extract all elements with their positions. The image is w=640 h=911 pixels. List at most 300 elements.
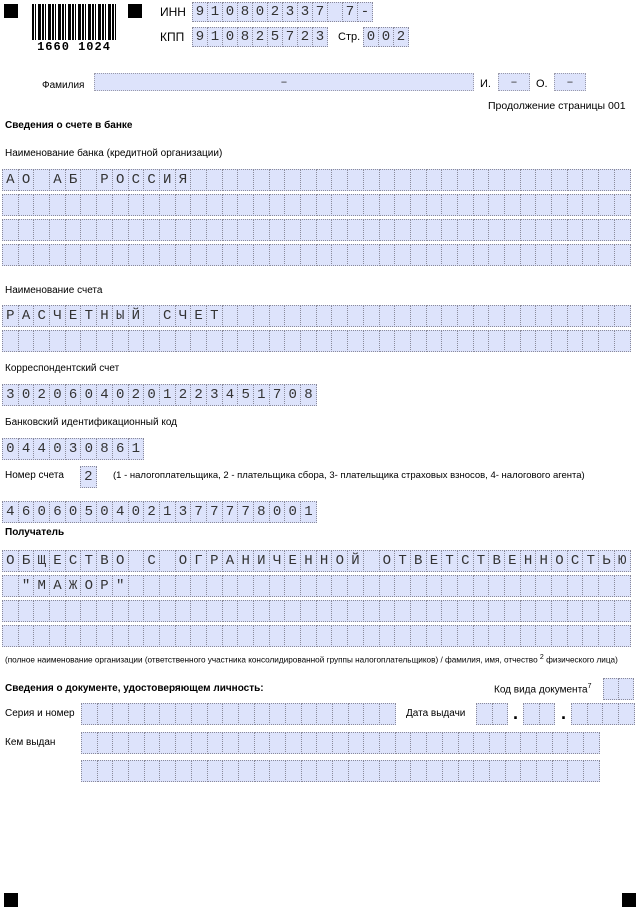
char-cell <box>112 600 129 622</box>
char-cell <box>285 732 302 754</box>
char-cell <box>379 330 396 352</box>
char-cell <box>363 575 380 597</box>
inn-field[interactable] <box>192 2 372 22</box>
char-cell: 0 <box>65 501 82 523</box>
char-cell <box>237 330 254 352</box>
char-cell <box>598 575 615 597</box>
char-cell <box>441 600 458 622</box>
char-cell <box>2 194 19 216</box>
char-cell <box>269 732 286 754</box>
issued-by-label: Кем выдан <box>5 737 56 748</box>
char-cell <box>363 305 380 327</box>
char-cell <box>410 625 427 647</box>
char-cell: Е <box>284 550 301 572</box>
char-cell <box>379 244 396 266</box>
char-cell <box>473 760 490 782</box>
char-cell <box>410 169 427 191</box>
doc-code-label <box>494 683 592 695</box>
char-cell <box>363 732 380 754</box>
account-type-field[interactable] <box>80 466 96 488</box>
char-cell: 0 <box>363 27 379 47</box>
char-cell <box>112 219 129 241</box>
char-cell <box>285 760 302 782</box>
char-cell <box>473 305 490 327</box>
char-cell <box>331 600 348 622</box>
char-cell <box>253 575 270 597</box>
char-cell: Т <box>582 550 599 572</box>
char-cell: Щ <box>33 550 50 572</box>
char-cell <box>582 330 599 352</box>
char-cell <box>488 305 505 327</box>
bank-name-row-4[interactable] <box>2 244 630 266</box>
char-cell <box>284 305 301 327</box>
char-cell <box>598 625 615 647</box>
char-cell <box>363 330 380 352</box>
char-cell <box>520 732 537 754</box>
char-cell: 7 <box>269 384 286 406</box>
char-cell <box>237 194 254 216</box>
char-cell <box>301 732 318 754</box>
char-cell <box>316 194 333 216</box>
date-separator-2: . <box>561 703 567 723</box>
corr-account-field[interactable] <box>2 384 316 406</box>
char-cell <box>175 760 192 782</box>
char-cell <box>33 244 50 266</box>
char-cell <box>520 625 537 647</box>
char-cell <box>488 575 505 597</box>
char-cell <box>253 219 270 241</box>
char-cell <box>238 732 255 754</box>
char-cell <box>618 703 635 725</box>
char-cell <box>81 703 98 725</box>
initial-o-field[interactable]: – <box>554 73 586 91</box>
char-cell <box>33 625 50 647</box>
char-cell <box>441 194 458 216</box>
char-cell <box>112 760 129 782</box>
char-cell <box>96 600 113 622</box>
bik-field[interactable] <box>2 438 143 460</box>
char-cell <box>80 194 97 216</box>
char-cell <box>363 169 380 191</box>
char-cell <box>331 194 348 216</box>
char-cell <box>379 625 396 647</box>
char-cell: 2 <box>252 27 268 47</box>
corr-account-label: Корреспондентский счет <box>5 363 120 374</box>
char-cell <box>18 330 35 352</box>
char-cell <box>410 732 427 754</box>
recipient-row-3[interactable] <box>2 600 630 622</box>
char-cell <box>394 600 411 622</box>
char-cell <box>535 169 552 191</box>
char-cell <box>18 600 35 622</box>
char-cell: 0 <box>33 501 50 523</box>
char-cell <box>457 194 474 216</box>
recipient-row-2[interactable] <box>2 575 630 597</box>
char-cell: 6 <box>18 501 35 523</box>
char-cell <box>505 732 522 754</box>
char-cell <box>222 600 239 622</box>
char-cell <box>394 194 411 216</box>
char-cell <box>535 575 552 597</box>
char-cell <box>520 305 537 327</box>
char-cell <box>206 219 223 241</box>
char-cell <box>222 219 239 241</box>
char-cell <box>316 244 333 266</box>
char-cell <box>112 244 129 266</box>
char-cell: С <box>567 550 584 572</box>
char-cell <box>316 219 333 241</box>
char-cell <box>457 330 474 352</box>
char-cell <box>284 219 301 241</box>
char-cell <box>614 625 631 647</box>
recipient-footnote-sup: 2 <box>539 654 544 661</box>
char-cell <box>426 330 443 352</box>
char-cell <box>488 625 505 647</box>
char-cell: А <box>2 169 19 191</box>
account-name-row-1[interactable] <box>2 305 630 327</box>
char-cell <box>175 330 192 352</box>
char-cell <box>222 330 239 352</box>
char-cell <box>159 194 176 216</box>
account-name-row-2[interactable] <box>2 330 630 352</box>
issue-date-label: Дата выдачи <box>406 708 466 719</box>
char-cell <box>347 219 364 241</box>
char-cell <box>49 194 66 216</box>
char-cell: 4 <box>33 438 50 460</box>
char-cell <box>442 732 459 754</box>
char-cell: 0 <box>96 501 113 523</box>
char-cell <box>237 219 254 241</box>
char-cell: Б <box>65 169 82 191</box>
char-cell <box>520 194 537 216</box>
char-cell <box>394 330 411 352</box>
recipient-row-1[interactable] <box>2 550 630 572</box>
char-cell <box>159 625 176 647</box>
char-cell: В <box>410 550 427 572</box>
surname-label: Фамилия <box>42 80 85 91</box>
char-cell <box>206 169 223 191</box>
char-cell <box>426 194 443 216</box>
char-cell <box>410 305 427 327</box>
char-cell <box>410 760 427 782</box>
initial-o-label: О. <box>536 78 548 90</box>
char-cell: О <box>80 575 97 597</box>
char-cell <box>253 625 270 647</box>
char-cell <box>300 330 317 352</box>
char-cell: О <box>2 550 19 572</box>
char-cell <box>379 169 396 191</box>
identity-section-title: Сведения о документе, удостоверяющем личность: <box>5 683 264 694</box>
char-cell <box>379 575 396 597</box>
char-cell <box>347 305 364 327</box>
char-cell <box>441 169 458 191</box>
char-cell: 5 <box>267 27 283 47</box>
issued-by-row-1[interactable] <box>81 732 599 754</box>
char-cell <box>363 550 380 572</box>
char-cell <box>175 575 192 597</box>
char-cell <box>520 760 537 782</box>
char-cell: Н <box>96 305 113 327</box>
char-cell: 0 <box>80 438 97 460</box>
char-cell <box>316 330 333 352</box>
bank-name-row-2[interactable] <box>2 194 630 216</box>
char-cell <box>237 600 254 622</box>
char-cell <box>254 703 271 725</box>
surname-field[interactable]: – <box>94 73 474 91</box>
char-cell <box>504 194 521 216</box>
account-number-field[interactable] <box>2 501 316 523</box>
char-cell: О <box>112 169 129 191</box>
char-cell <box>222 244 239 266</box>
char-cell: Т <box>441 550 458 572</box>
char-cell <box>347 169 364 191</box>
char-cell <box>410 194 427 216</box>
char-cell <box>473 219 490 241</box>
char-cell <box>65 330 82 352</box>
char-cell <box>442 760 459 782</box>
char-cell <box>128 625 145 647</box>
char-cell <box>520 244 537 266</box>
char-cell: 2 <box>33 384 50 406</box>
char-cell <box>316 760 333 782</box>
char-cell <box>96 330 113 352</box>
char-cell <box>128 244 145 266</box>
char-cell: Т <box>206 305 223 327</box>
char-cell: С <box>33 305 50 327</box>
char-cell <box>551 600 568 622</box>
char-cell <box>222 305 239 327</box>
char-cell <box>598 244 615 266</box>
issue-day-field[interactable] <box>476 703 507 725</box>
char-cell: А <box>49 169 66 191</box>
page-number-field[interactable] <box>363 27 408 47</box>
char-cell <box>331 330 348 352</box>
char-cell <box>489 760 506 782</box>
char-cell: О <box>331 550 348 572</box>
char-cell <box>191 760 208 782</box>
char-cell <box>394 169 411 191</box>
char-cell <box>269 219 286 241</box>
char-cell <box>128 575 145 597</box>
char-cell <box>614 169 631 191</box>
char-cell <box>97 732 114 754</box>
char-cell <box>441 244 458 266</box>
char-cell <box>441 305 458 327</box>
char-cell <box>598 330 615 352</box>
char-cell <box>520 330 537 352</box>
char-cell <box>567 330 584 352</box>
kpp-field[interactable] <box>192 27 327 47</box>
char-cell <box>394 575 411 597</box>
char-cell <box>269 244 286 266</box>
page-label: Стр. <box>338 31 361 43</box>
char-cell <box>488 219 505 241</box>
char-cell <box>473 330 490 352</box>
char-cell <box>379 600 396 622</box>
char-cell: 2 <box>297 27 313 47</box>
char-cell <box>65 219 82 241</box>
char-cell <box>112 732 129 754</box>
char-cell <box>331 305 348 327</box>
char-cell <box>2 330 19 352</box>
char-cell <box>582 625 599 647</box>
char-cell: Н <box>535 550 552 572</box>
char-cell <box>488 169 505 191</box>
char-cell <box>18 625 35 647</box>
char-cell <box>96 219 113 241</box>
char-cell: В <box>488 550 505 572</box>
char-cell <box>551 305 568 327</box>
char-cell <box>347 600 364 622</box>
char-cell: А <box>49 575 66 597</box>
initial-i-field[interactable]: – <box>498 73 530 91</box>
char-cell <box>567 219 584 241</box>
char-cell: 6 <box>112 438 129 460</box>
char-cell <box>551 625 568 647</box>
char-cell <box>112 330 129 352</box>
char-cell <box>2 575 19 597</box>
char-cell: 9 <box>192 27 208 47</box>
char-cell: 3 <box>65 438 82 460</box>
initial-i-label: И. <box>480 78 491 90</box>
char-cell <box>523 703 540 725</box>
char-cell <box>222 169 239 191</box>
char-cell <box>159 732 176 754</box>
char-cell <box>473 169 490 191</box>
char-cell <box>473 244 490 266</box>
char-cell <box>582 305 599 327</box>
bank-name-row-3[interactable] <box>2 219 630 241</box>
recipient-row-4[interactable] <box>2 625 630 647</box>
doc-code-field[interactable] <box>603 678 633 700</box>
char-cell <box>253 600 270 622</box>
char-cell: Т <box>473 550 490 572</box>
char-cell <box>394 244 411 266</box>
char-cell: 2 <box>175 384 192 406</box>
char-cell <box>65 194 82 216</box>
char-cell: Е <box>426 550 443 572</box>
char-cell <box>159 703 176 725</box>
char-cell <box>143 330 160 352</box>
char-cell <box>457 219 474 241</box>
char-cell <box>316 732 333 754</box>
char-cell: М <box>33 575 50 597</box>
doc-code-sup: 7 <box>587 683 592 690</box>
char-cell <box>598 194 615 216</box>
char-cell <box>190 625 207 647</box>
char-cell <box>190 244 207 266</box>
char-cell: А <box>222 550 239 572</box>
char-cell <box>587 703 604 725</box>
char-cell <box>237 575 254 597</box>
char-cell <box>582 169 599 191</box>
char-cell <box>206 575 223 597</box>
char-cell <box>222 732 239 754</box>
char-cell <box>128 219 145 241</box>
account-name-label: Наименование счета <box>5 285 103 296</box>
char-cell <box>254 732 271 754</box>
char-cell <box>603 678 619 700</box>
char-cell: 3 <box>175 501 192 523</box>
char-cell <box>363 703 380 725</box>
char-cell <box>426 600 443 622</box>
char-cell: 3 <box>282 2 298 22</box>
char-cell <box>618 678 634 700</box>
series-number-field[interactable] <box>81 703 395 725</box>
char-cell <box>488 194 505 216</box>
char-cell: Е <box>504 550 521 572</box>
char-cell <box>301 760 318 782</box>
char-cell <box>284 575 301 597</box>
char-cell <box>504 330 521 352</box>
char-cell <box>582 219 599 241</box>
char-cell <box>535 600 552 622</box>
char-cell <box>488 330 505 352</box>
char-cell <box>269 600 286 622</box>
char-cell <box>567 732 584 754</box>
issue-month-field[interactable] <box>523 703 554 725</box>
recipient-footnote <box>5 654 618 665</box>
char-cell: 7 <box>282 27 298 47</box>
char-cell <box>535 219 552 241</box>
char-cell: 1 <box>128 438 145 460</box>
char-cell <box>96 625 113 647</box>
char-cell: С <box>159 305 176 327</box>
char-cell <box>410 244 427 266</box>
issue-year-field[interactable] <box>571 703 634 725</box>
char-cell <box>300 600 317 622</box>
issued-by-row-2[interactable] <box>81 760 599 782</box>
char-cell <box>535 330 552 352</box>
char-cell <box>96 194 113 216</box>
char-cell: И <box>159 169 176 191</box>
char-cell <box>583 732 600 754</box>
char-cell <box>332 703 349 725</box>
char-cell <box>143 305 160 327</box>
char-cell <box>426 732 443 754</box>
char-cell <box>33 330 50 352</box>
char-cell <box>128 732 145 754</box>
char-cell <box>128 330 145 352</box>
bank-name-row-1[interactable] <box>2 169 630 191</box>
char-cell: О <box>551 550 568 572</box>
char-cell <box>457 244 474 266</box>
char-cell <box>488 244 505 266</box>
char-cell <box>190 600 207 622</box>
char-cell: 8 <box>237 27 253 47</box>
char-cell: 6 <box>65 384 82 406</box>
char-cell <box>159 760 176 782</box>
char-cell: С <box>65 550 82 572</box>
char-cell <box>331 575 348 597</box>
char-cell <box>504 169 521 191</box>
char-cell <box>284 625 301 647</box>
char-cell <box>207 732 224 754</box>
char-cell: 1 <box>159 501 176 523</box>
char-cell <box>254 760 271 782</box>
char-cell <box>567 575 584 597</box>
char-cell: 3 <box>312 27 328 47</box>
char-cell <box>222 760 239 782</box>
char-cell <box>49 219 66 241</box>
char-cell <box>2 219 19 241</box>
char-cell <box>535 244 552 266</box>
char-cell: О <box>18 169 35 191</box>
char-cell <box>410 219 427 241</box>
char-cell <box>551 330 568 352</box>
char-cell <box>33 219 50 241</box>
char-cell: 7 <box>237 501 254 523</box>
